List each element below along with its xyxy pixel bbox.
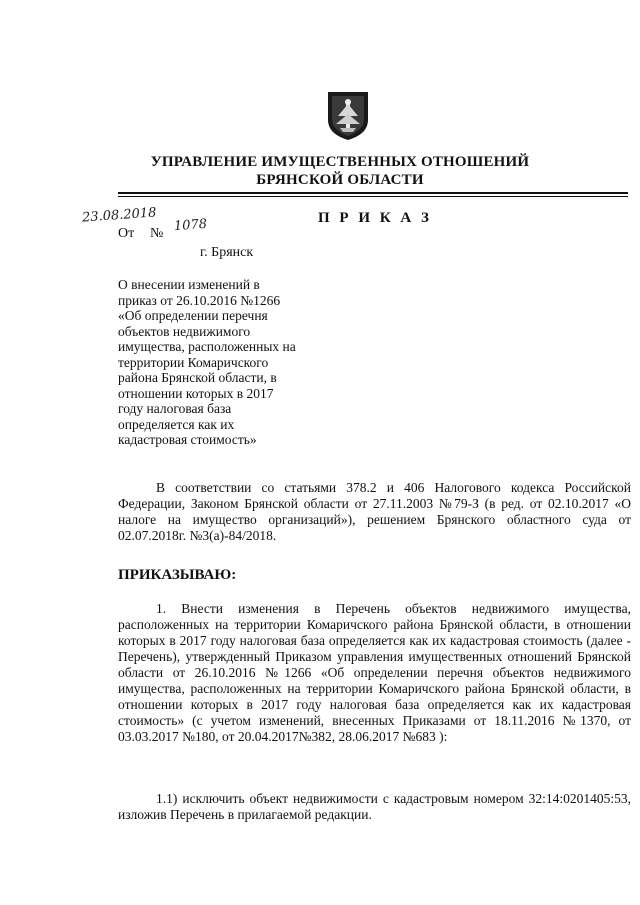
order-directive-heading: ПРИКАЗЫВАЮ:: [118, 567, 237, 583]
subject-line: района Брянской области, в: [118, 370, 277, 385]
subject-line: году налоговая база: [118, 401, 232, 416]
number-label: №: [150, 226, 164, 241]
handwritten-date: 23.08.2018: [81, 205, 157, 226]
handwritten-number: 1078: [173, 216, 208, 235]
order-item-1: 1. Внести изменения в Перечень объектов недвижимого имущества, расположенных на территории Комаричского района Брянской области, в отношении которых в 2017 году налоговая база определяется как их кадастровая стоимость (далее - Перечень), утвержденный Приказом управления имущественных отношений Брянской области от 26.10.2016 №1266 «Об определении перечня объектов недвижимого имущества, расположенных на территории Комаричского района Брянской области, в отношении которых в 2017 году налоговая база определяется как их кадастровая стоимость» (с учетом изменений, внесенных Приказами от 18.11.2016 №1370, от 03.03.2017 №180, от 20.04.2017№382, 28.06.2017 №683 ):: [118, 601, 631, 744]
bryansk-coat-of-arms-icon: [326, 90, 370, 142]
from-label: От: [118, 226, 135, 241]
subject-line: кадастровая стоимость»: [118, 432, 257, 447]
organization-name-line1: УПРАВЛЕНИЕ ИМУЩЕСТВЕННЫХ ОТНОШЕНИЙ: [150, 154, 530, 170]
subject-line: определяется как их: [118, 416, 235, 432]
subject-line: приказ от 26.10.2016 №1266: [118, 292, 281, 308]
subject-line: имущества, расположенных на: [118, 339, 296, 354]
order-subject: [118, 277, 318, 448]
order-title: П Р И К А З: [318, 210, 432, 226]
subject-line: территории Комаричского: [118, 354, 269, 370]
header-divider-thin: [118, 196, 628, 197]
preamble-paragraph: В соответствии со статьями 378.2 и 406 Налогового кодекса Российской Федерации, Законом Брянской области от 27.11.2003 №79-З (в ред. от 02.10.2017 «О налоге на имущество организаций»), решением Брянского областного суда от 02.07.2018г. №3(а)-84/2018.: [118, 480, 631, 543]
subject-line: О внесении изменений в: [118, 277, 260, 292]
subject-line: отношении которых в 2017: [118, 385, 274, 401]
city-label: г. Брянск: [200, 245, 254, 260]
subject-line: объектов недвижимого: [118, 323, 251, 339]
organization-name-line2: БРЯНСКОЙ ОБЛАСТИ: [256, 172, 424, 188]
subject-line: «Об определении перечня: [118, 308, 268, 323]
order-item-1-1: 1.1) исключить объект недвижимости с кадастровым номером 32:14:0201405:53, изложив Перечень в прилагаемой редакции.: [118, 791, 631, 822]
header-divider-thick: [118, 192, 628, 194]
